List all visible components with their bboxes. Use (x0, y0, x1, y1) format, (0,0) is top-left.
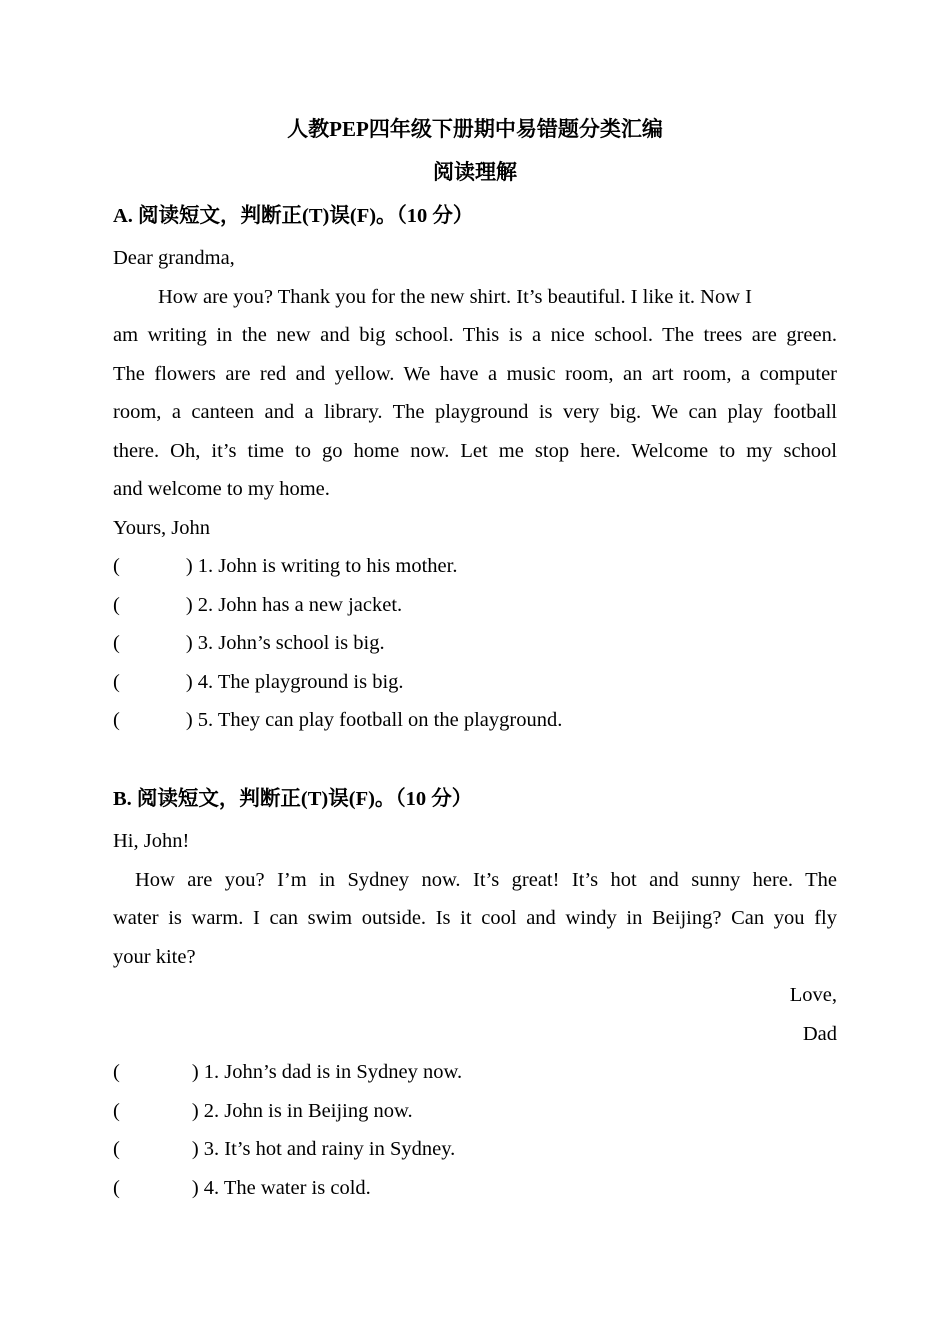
section-b-paragraph-line: water is warm. I can swim outside. Is it cool and windy in Beijing? Can you fly (113, 907, 837, 929)
question-row (113, 1175, 371, 1201)
answer-open-paren: ( (113, 1100, 120, 1122)
answer-close-paren: ) (185, 671, 193, 693)
section-a-paragraph-line: am writing in the new and big school. This is a nice school. The trees are green. (113, 324, 837, 346)
page-title: 人教PEP四年级下册期中易错题分类汇编 (287, 117, 663, 141)
question-text: 1. John’s dad is in Sydney now. (203, 1061, 463, 1083)
answer-open-paren: ( (113, 1138, 120, 1160)
answer-close-paren: ) (185, 555, 193, 577)
section-a-paragraph-line: there. Oh, it’s time to go home now. Let me stop here. Welcome to my school (113, 440, 837, 462)
section-b-paragraph-line: your kite? (113, 946, 196, 968)
question-row (113, 553, 457, 579)
section-b-closing: Love, (789, 984, 837, 1006)
section-a-greeting: Dear grandma, (113, 247, 235, 269)
answer-open-paren: ( (113, 555, 120, 577)
question-row (113, 1098, 413, 1124)
answer-open-paren: ( (113, 594, 120, 616)
answer-close-paren: ) (185, 632, 193, 654)
answer-close-paren: ) (191, 1061, 199, 1083)
section-a-signoff: Yours, John (113, 517, 211, 539)
answer-close-paren: ) (185, 709, 193, 731)
section-b-paragraph-line: How are you? I’m in Sydney now. It’s great! It’s hot and sunny here. The (135, 869, 837, 891)
page-subtitle: 阅读理解 (433, 160, 517, 184)
answer-close-paren: ) (191, 1177, 199, 1199)
section-b-greeting: Hi, John! (113, 830, 190, 852)
answer-open-paren: ( (113, 1177, 120, 1199)
question-text: 2. John is in Beijing now. (203, 1100, 413, 1122)
section-b-heading: B. 阅读短文，判断正(T)误(F)。（10 分） (113, 788, 473, 810)
question-text: 4. The playground is big. (197, 671, 404, 693)
section-b-signature: Dad (802, 1023, 837, 1045)
question-row (113, 669, 404, 695)
section-a-paragraph-line: room, a canteen and a library. The playground is very big. We can play football (113, 401, 837, 423)
answer-close-paren: ) (185, 594, 193, 616)
answer-close-paren: ) (191, 1100, 199, 1122)
question-text: 4. The water is cold. (203, 1177, 371, 1199)
question-row (113, 1059, 462, 1085)
section-a-paragraph-line: How are you? Thank you for the new shirt. It’s beautiful. I like it. Now I (158, 286, 752, 308)
answer-open-paren: ( (113, 632, 120, 654)
question-row (113, 592, 402, 618)
answer-open-paren: ( (113, 671, 120, 693)
answer-close-paren: ) (191, 1138, 199, 1160)
section-a-paragraph-line: and welcome to my home. (113, 478, 330, 500)
question-row (113, 707, 562, 733)
section-a-paragraph-line: The flowers are red and yellow. We have a music room, an art room, a computer (113, 363, 837, 385)
question-row (113, 1136, 455, 1162)
question-text: 2. John has a new jacket. (197, 594, 403, 616)
question-text: 5. They can play football on the playground. (197, 709, 563, 731)
question-text: 3. It’s hot and rainy in Sydney. (203, 1138, 456, 1160)
question-text: 1. John is writing to his mother. (197, 555, 458, 577)
answer-open-paren: ( (113, 709, 120, 731)
section-a-heading: A. 阅读短文，判断正(T)误(F)。（10 分） (113, 205, 474, 227)
question-row (113, 630, 385, 656)
question-text: 3. John’s school is big. (197, 632, 385, 654)
answer-open-paren: ( (113, 1061, 120, 1083)
